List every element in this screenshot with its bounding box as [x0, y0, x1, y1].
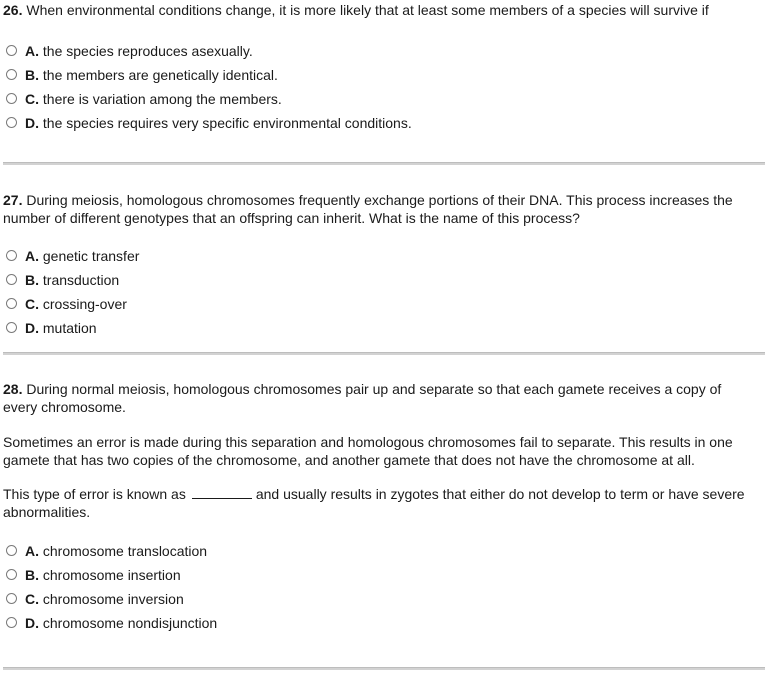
- radio-button-icon[interactable]: [6, 569, 17, 580]
- question-28-paragraph-3: [3, 485, 758, 521]
- option-27-d[interactable]: [3, 316, 758, 340]
- question-28-prompt: [3, 380, 758, 416]
- radio-button-icon[interactable]: [6, 117, 17, 128]
- option-letter: A.: [25, 543, 39, 559]
- radio-button-icon[interactable]: [6, 298, 17, 309]
- option-28-d[interactable]: [3, 611, 758, 635]
- option-letter: A.: [25, 43, 39, 59]
- option-26-b[interactable]: [3, 63, 758, 87]
- option-letter: B.: [25, 567, 39, 583]
- question-27-options: [3, 244, 758, 340]
- option-28-a[interactable]: [3, 539, 758, 563]
- radio-button-icon[interactable]: [6, 93, 17, 104]
- option-letter: B.: [25, 272, 39, 288]
- question-number: 26.: [3, 2, 23, 18]
- paragraph-text-before-blank: This type of error is known as: [3, 486, 186, 502]
- question-27: [3, 191, 758, 340]
- question-text: During meiosis, homologous chromosomes frequently exchange portions of their DNA. This process increases the number of different genotypes that an offspring can inherit. What is the name of this process?: [3, 192, 733, 226]
- paragraph-text-after-blank: and usually results in zygotes that either do not develop to term or have severe abnormalities.: [3, 486, 745, 520]
- option-text: there is variation among the members.: [42, 91, 282, 107]
- option-28-b[interactable]: [3, 563, 758, 587]
- option-letter: D.: [25, 115, 39, 131]
- option-26-c[interactable]: [3, 87, 758, 111]
- option-letter: A.: [25, 248, 39, 264]
- option-27-c[interactable]: [3, 292, 758, 316]
- option-text: the species reproduces asexually.: [42, 43, 253, 59]
- section-divider: [3, 352, 765, 355]
- option-text: chromosome insertion: [42, 567, 181, 583]
- radio-button-icon[interactable]: [6, 274, 17, 285]
- radio-button-icon[interactable]: [6, 545, 17, 556]
- option-27-b[interactable]: [3, 268, 758, 292]
- question-27-prompt: [3, 191, 758, 227]
- option-text: transduction: [42, 272, 120, 288]
- radio-button-icon[interactable]: [6, 617, 17, 628]
- option-28-c[interactable]: [3, 587, 758, 611]
- option-letter: C.: [25, 591, 39, 607]
- option-text: chromosome nondisjunction: [42, 615, 218, 631]
- option-letter: C.: [25, 296, 39, 312]
- radio-button-icon[interactable]: [6, 322, 17, 333]
- option-text: chromosome translocation: [42, 543, 208, 559]
- option-letter: C.: [25, 91, 39, 107]
- option-text: the members are genetically identical.: [42, 67, 278, 83]
- section-divider: [3, 162, 765, 165]
- question-26-prompt: [3, 1, 758, 19]
- question-26-options: [3, 39, 758, 135]
- radio-button-icon[interactable]: [6, 593, 17, 604]
- option-text: the species requires very specific environmental conditions.: [42, 115, 412, 131]
- question-text: During normal meiosis, homologous chromosomes pair up and separate so that each gamete receives a copy of every chromosome.: [3, 381, 722, 415]
- option-text: mutation: [42, 320, 97, 336]
- option-text: chromosome inversion: [42, 591, 184, 607]
- option-27-a[interactable]: [3, 244, 758, 268]
- radio-button-icon[interactable]: [6, 250, 17, 261]
- question-28-paragraph-2: Sometimes an error is made during this separation and homologous chromosomes fail to separate. This results in one gamete that has two copies of the chromosome, and another gamete that does not have the chromosome at all.: [3, 434, 733, 468]
- option-text: genetic transfer: [42, 248, 140, 264]
- option-26-a[interactable]: [3, 39, 758, 63]
- fill-in-blank: [192, 486, 252, 499]
- question-number: 27.: [3, 192, 23, 208]
- option-letter: B.: [25, 67, 39, 83]
- question-text: When environmental conditions change, it is more likely that at least some members of a species will survive if: [26, 2, 709, 18]
- option-26-d[interactable]: [3, 111, 758, 135]
- option-text: crossing-over: [42, 296, 127, 312]
- radio-button-icon[interactable]: [6, 45, 17, 56]
- section-divider: [3, 667, 765, 670]
- question-28: [3, 380, 758, 635]
- question-26: [3, 1, 758, 135]
- option-letter: D.: [25, 615, 39, 631]
- question-number: 28.: [3, 381, 23, 397]
- option-letter: D.: [25, 320, 39, 336]
- question-28-options: [3, 539, 758, 635]
- radio-button-icon[interactable]: [6, 69, 17, 80]
